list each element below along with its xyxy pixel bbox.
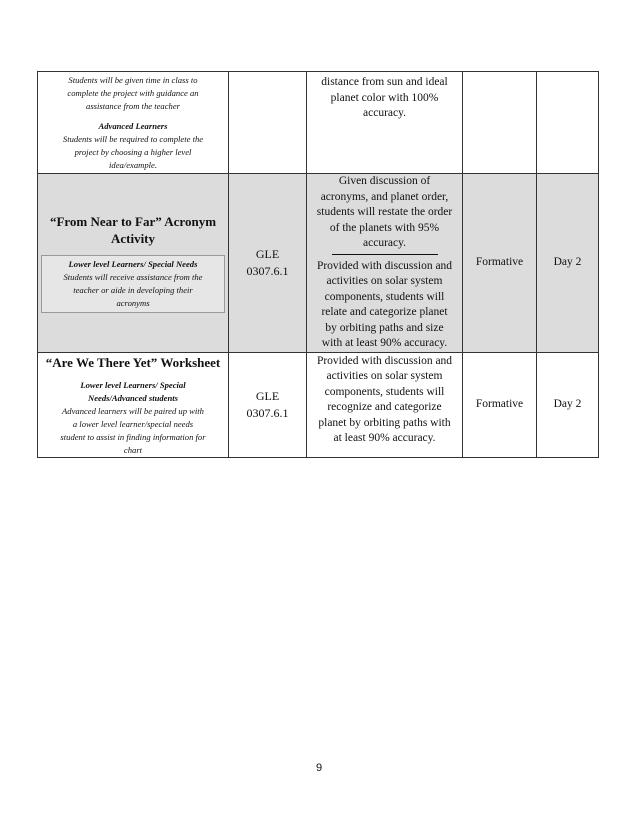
assessment-cell xyxy=(463,72,537,174)
text-line: accuracy. xyxy=(363,107,406,119)
standard-cell xyxy=(229,352,307,457)
text-line: project by choosing a higher level xyxy=(74,147,192,157)
text-line: students will restate the order xyxy=(316,206,453,218)
text-line: Given discussion of xyxy=(338,175,431,187)
text-line: Advanced learners will be paired up with xyxy=(62,405,204,416)
lesson-plan-table xyxy=(37,71,599,458)
group-heading: Lower level Learners/ Special xyxy=(80,379,186,390)
standard-label: GLE xyxy=(255,246,280,261)
day-cell xyxy=(537,352,599,457)
text-line: student to assist in finding information for xyxy=(60,431,206,442)
standard-label: GLE xyxy=(255,388,280,403)
text-line: acronyms, and planet order, xyxy=(320,190,449,203)
day-cell xyxy=(537,174,599,353)
group-heading: Lower level Learners/ Special Needs xyxy=(68,258,198,269)
text-line: activities on solar system xyxy=(326,370,443,382)
activity-title: “From Near to Far” Acronym xyxy=(49,213,217,229)
text-line: components, students will xyxy=(324,385,445,398)
activity-title: Activity xyxy=(110,230,156,246)
text-line: components, students will xyxy=(324,290,445,303)
text-line: complete the project with guidance an xyxy=(67,88,199,98)
page-number: 9 xyxy=(315,762,323,774)
text-line: planet by orbiting paths with xyxy=(318,416,451,429)
assessment-cell xyxy=(463,352,537,457)
objective-cell xyxy=(307,72,463,174)
text-line: at least 90% accuracy. xyxy=(333,432,436,444)
standard-cell xyxy=(229,72,307,174)
text-line: idea/example. xyxy=(109,160,157,170)
day-label: Day 2 xyxy=(553,397,582,410)
activity-title: “Are We There Yet” Worksheet xyxy=(45,354,221,370)
text-line: accuracy. xyxy=(363,237,406,249)
text-line: Provided with discussion and xyxy=(316,259,453,272)
divider xyxy=(332,254,438,255)
assessment-type: Formative xyxy=(475,397,524,410)
text-line: of the planets with 95% xyxy=(329,221,440,234)
objective-cell xyxy=(307,174,463,353)
group-heading: Needs/Advanced students xyxy=(88,392,178,403)
text-line: chart xyxy=(123,444,143,455)
table-row xyxy=(38,174,599,353)
group-heading: Advanced Learners xyxy=(98,121,168,131)
table-row xyxy=(38,72,599,174)
text-line: activities on solar system xyxy=(326,275,443,287)
text-line: assistance from the teacher xyxy=(86,101,180,111)
text-line: acronyms xyxy=(116,297,150,308)
activity-cell xyxy=(38,174,229,353)
text-line: by orbiting paths and size xyxy=(325,321,444,334)
text-line: Students will receive assistance from the xyxy=(63,271,203,282)
standard-code: 0307.6.1 xyxy=(246,405,289,420)
text-line: distance from sun and ideal xyxy=(321,76,448,88)
text-line: teacher or aide in developing their xyxy=(73,284,193,295)
activity-cell xyxy=(38,352,229,457)
text-line: a lower level learner/special needs xyxy=(72,418,194,429)
text-line: with at least 90% accuracy. xyxy=(321,337,448,349)
standard-code: 0307.6.1 xyxy=(246,263,289,278)
text-line: recognize and categorize xyxy=(327,401,442,413)
text-line: Provided with discussion and xyxy=(316,354,453,367)
assessment-type: Formative xyxy=(475,256,524,268)
text-line: Students will be required to complete the xyxy=(62,134,204,144)
day-cell xyxy=(537,72,599,174)
activity-cell xyxy=(38,72,229,174)
text-line: planet color with 100% xyxy=(330,91,439,104)
text-line: Students will be given time in class to xyxy=(68,75,198,85)
text-line: relate and categorize planet xyxy=(321,306,448,318)
standard-cell xyxy=(229,174,307,353)
day-label: Day 2 xyxy=(553,256,582,268)
assessment-cell xyxy=(463,174,537,353)
differentiation-box xyxy=(41,255,225,313)
table-row xyxy=(38,352,599,457)
objective-cell xyxy=(307,352,463,457)
